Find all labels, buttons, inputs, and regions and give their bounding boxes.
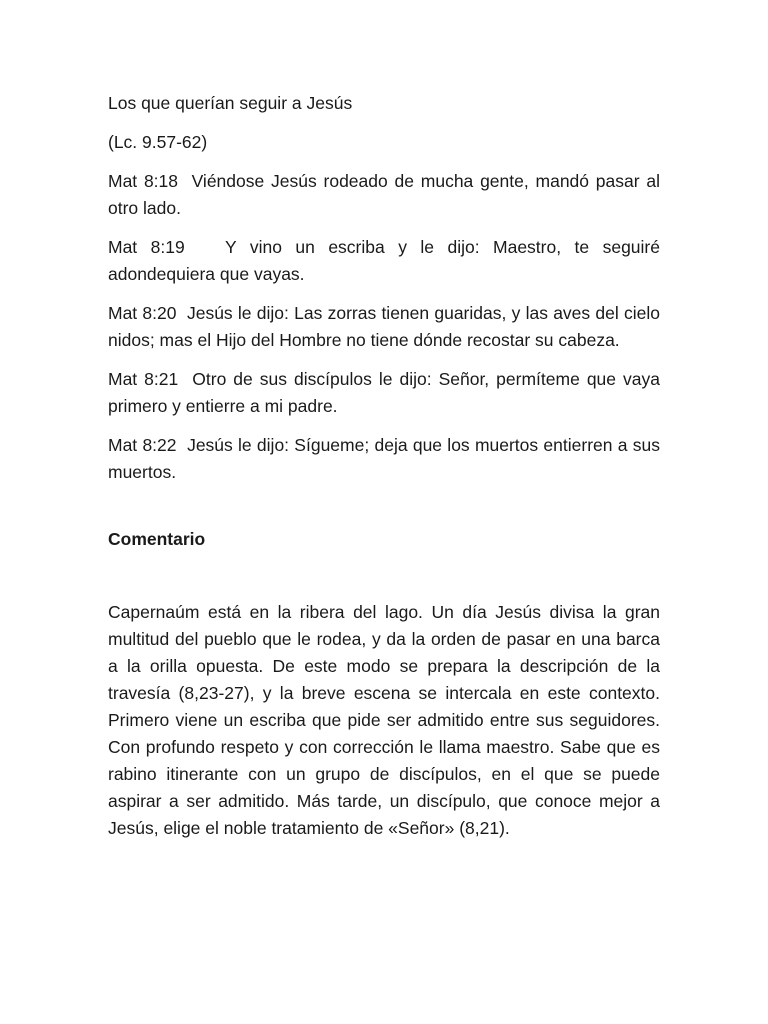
verse-paragraph — [108, 300, 660, 354]
verse-text: Otro de sus discípulos le dijo: Señor, permíteme que vaya primero y entierre a mi padre. — [108, 369, 660, 416]
verse-text: Viéndose Jesús rodeado de mucha gente, mandó pasar al otro lado. — [108, 171, 660, 218]
verse-reference: Mat 8:22 — [108, 435, 177, 455]
comment-heading: Comentario — [108, 529, 206, 549]
verse-paragraph — [108, 432, 660, 486]
parallel-reference: (Lc. 9.57-62) — [108, 132, 208, 152]
comment-body: Capernaúm está en la ribera del lago. Un día Jesús divisa la gran multitud del pueblo que le rodea, y da la orden de pasar en una barca a la orilla opuesta. De este modo se prepara la descripción de la travesía (8,23-27), y la breve escena se intercala en este contexto. Primero viene un escriba que pide ser admitido entre sus seguidores. Con profundo respeto y con corrección le llama maestro. Sabe que es rabino itinerante con un grupo de discípulos, en el que se puede aspirar a ser admitido. Más tarde, un discípulo, que conoce mejor a Jesús, elige el noble tratamiento de «Señor» (8,21). — [108, 602, 660, 838]
verse-paragraph — [108, 168, 660, 222]
verse-reference: Mat 8:21 — [108, 369, 179, 389]
verse-reference: Mat 8:18 — [108, 171, 179, 191]
verse-text: Y vino un escriba y le dijo: Maestro, te seguiré adondequiera que vayas. — [108, 237, 660, 284]
verse-paragraph — [108, 234, 660, 288]
section-title: Los que querían seguir a Jesús — [108, 93, 353, 113]
verse-text: Jesús le dijo: Las zorras tienen guaridas, y las aves del cielo nidos; mas el Hijo del Hombre no tiene dónde recostar su cabeza. — [108, 303, 660, 350]
verse-reference: Mat 8:19 — [108, 237, 185, 257]
document-page — [108, 90, 660, 854]
verse-text: Jesús le dijo: Sígueme; deja que los muertos entierren a sus muertos. — [108, 435, 660, 482]
verse-reference: Mat 8:20 — [108, 303, 177, 323]
verse-paragraph — [108, 366, 660, 420]
